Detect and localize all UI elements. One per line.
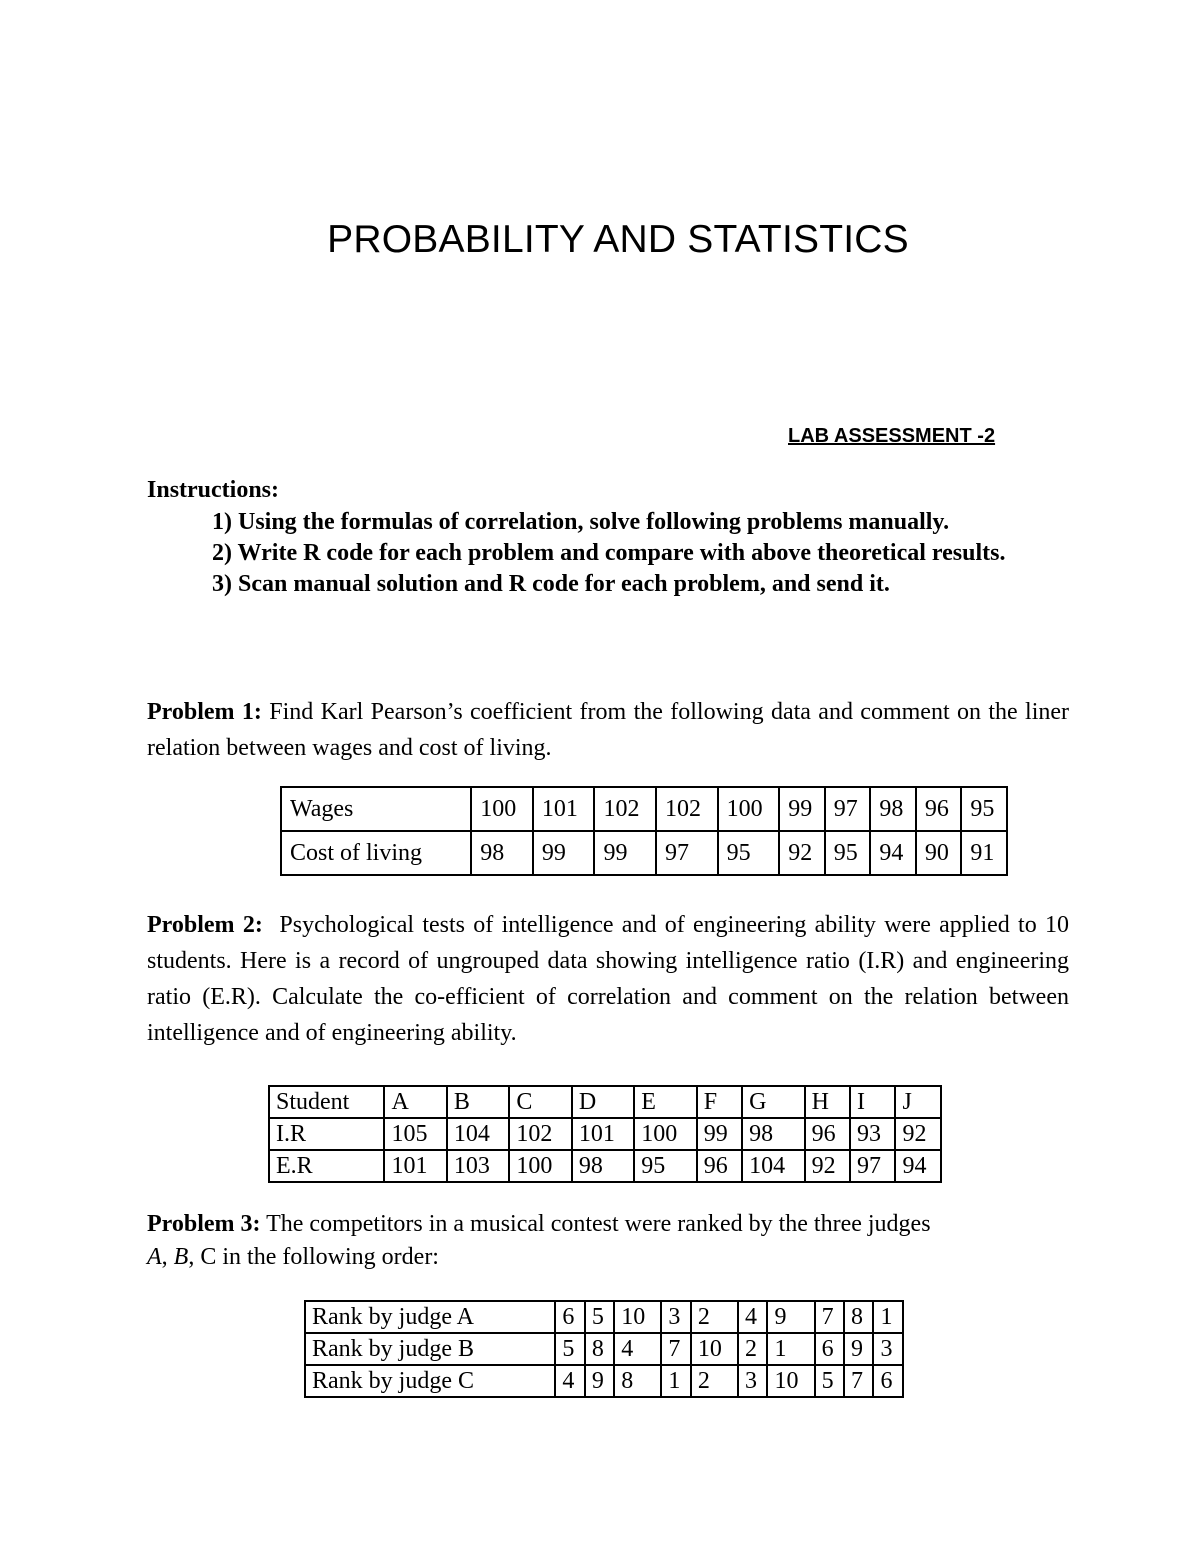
table-cell: D: [572, 1086, 634, 1118]
table-cell: 101: [384, 1150, 446, 1182]
problem-label: Problem 2:: [147, 912, 263, 938]
instructions-heading: Instructions:: [147, 477, 280, 503]
table-cell: 1: [661, 1365, 690, 1397]
table-cell: 105: [384, 1118, 446, 1150]
table-cell: 8: [844, 1301, 873, 1333]
table-cell: J: [895, 1086, 941, 1118]
table-cell: E: [634, 1086, 696, 1118]
table-cell: 97: [825, 787, 871, 831]
table-row: [305, 1365, 903, 1397]
table-cell: 99: [533, 831, 595, 875]
table-cell: 3: [738, 1365, 767, 1397]
row-header-cell: E.R: [269, 1150, 384, 1182]
problem-text-continued: C in the following order:: [200, 1244, 439, 1270]
row-header-cell: Rank by judge A: [305, 1301, 555, 1333]
table-cell: F: [697, 1086, 742, 1118]
table-cell: 95: [825, 831, 871, 875]
table-cell: 10: [691, 1333, 738, 1365]
table-cell: 94: [895, 1150, 941, 1182]
table-cell: 101: [533, 787, 595, 831]
table-cell: 97: [850, 1150, 895, 1182]
instruction-item: 1) Using the formulas of correlation, solve following problems manually.: [212, 509, 950, 535]
problem-1: [147, 694, 1069, 766]
table-cell: 5: [815, 1365, 844, 1397]
table-cell: 7: [661, 1333, 690, 1365]
problem-3: Problem 3: The competitors in a musical contest were ranked by the three judges A, B, C in the following order:: [147, 1211, 931, 1270]
problem-2: [147, 907, 1069, 1051]
table-cell: 3: [873, 1333, 903, 1365]
intelligence-table: [268, 1085, 942, 1183]
row-header-cell: Cost of living: [281, 831, 471, 875]
row-header-cell: Student: [269, 1086, 384, 1118]
table-cell: 91: [961, 831, 1007, 875]
judge-rank-table: [304, 1300, 904, 1398]
table-cell: 94: [870, 831, 916, 875]
table-cell: 92: [779, 831, 825, 875]
table-cell: 5: [555, 1333, 584, 1365]
problem-label: Problem 1:: [147, 699, 262, 725]
table-cell: 99: [697, 1118, 742, 1150]
table-cell: H: [805, 1086, 850, 1118]
table-cell: 7: [844, 1365, 873, 1397]
table-cell: 95: [634, 1150, 696, 1182]
row-header-cell: Rank by judge B: [305, 1333, 555, 1365]
table-cell: 102: [594, 787, 656, 831]
table-cell: 8: [585, 1333, 614, 1365]
table-cell: 3: [661, 1301, 690, 1333]
table-cell: 4: [614, 1333, 661, 1365]
table-cell: 2: [738, 1333, 767, 1365]
table-cell: 92: [805, 1150, 850, 1182]
table-cell: 10: [767, 1365, 814, 1397]
table-cell: 96: [916, 787, 962, 831]
table-cell: 95: [718, 831, 780, 875]
instruction-item: 3) Scan manual solution and R code for each problem, and send it.: [212, 571, 890, 597]
row-header-cell: Wages: [281, 787, 471, 831]
table-cell: 98: [870, 787, 916, 831]
instruction-item: 2) Write R code for each problem and compare with above theoretical results.: [212, 540, 1006, 566]
table-cell: 9: [844, 1333, 873, 1365]
table-cell: 103: [447, 1150, 509, 1182]
table-cell: 102: [656, 787, 718, 831]
table-cell: C: [509, 1086, 571, 1118]
problem-label: Problem 3:: [147, 1211, 261, 1237]
table-cell: 98: [572, 1150, 634, 1182]
table-cell: 99: [779, 787, 825, 831]
problem-text: Find Karl Pearson’s coefficient from the following data and comment on the liner relation between wages and cost of living.: [147, 699, 1070, 761]
table-cell: G: [742, 1086, 804, 1118]
table-cell: 6: [873, 1365, 903, 1397]
table-cell: 1: [873, 1301, 903, 1333]
wages-table: [280, 786, 1008, 876]
table-cell: 2: [691, 1365, 738, 1397]
table-cell: 9: [585, 1365, 614, 1397]
table-cell: 93: [850, 1118, 895, 1150]
table-cell: 9: [767, 1301, 814, 1333]
assessment-label: LAB ASSESSMENT -2: [788, 425, 996, 447]
table-cell: 8: [614, 1365, 661, 1397]
table-cell: 98: [742, 1118, 804, 1150]
table-cell: A: [384, 1086, 446, 1118]
table-cell: 97: [656, 831, 718, 875]
table-cell: 102: [509, 1118, 571, 1150]
table-cell: 92: [895, 1118, 941, 1150]
table-cell: 98: [471, 831, 533, 875]
table-row: [281, 787, 1007, 831]
table-cell: 2: [691, 1301, 738, 1333]
judge-label: A: [147, 1244, 162, 1270]
table-cell: 100: [634, 1118, 696, 1150]
table-row: [305, 1333, 903, 1365]
page-title: PROBABILITY AND STATISTICS: [327, 218, 909, 261]
table-cell: 1: [767, 1333, 814, 1365]
instructions-list: [212, 507, 1068, 600]
table-cell: B: [447, 1086, 509, 1118]
table-row: [269, 1150, 941, 1182]
table-cell: 6: [815, 1333, 844, 1365]
table-cell: 100: [718, 787, 780, 831]
table-row: [281, 831, 1007, 875]
table-cell: 7: [815, 1301, 844, 1333]
judge-label: B: [173, 1244, 189, 1270]
table-cell: 104: [742, 1150, 804, 1182]
table-row: [269, 1118, 941, 1150]
table-cell: 6: [555, 1301, 584, 1333]
row-header-cell: I.R: [269, 1118, 384, 1150]
table-cell: 104: [447, 1118, 509, 1150]
table-cell: 95: [961, 787, 1007, 831]
table-cell: 96: [697, 1150, 742, 1182]
table-cell: 99: [594, 831, 656, 875]
table-cell: 5: [585, 1301, 614, 1333]
table-cell: 4: [738, 1301, 767, 1333]
table-cell: I: [850, 1086, 895, 1118]
table-cell: 100: [471, 787, 533, 831]
table-cell: 4: [555, 1365, 584, 1397]
table-cell: 10: [614, 1301, 661, 1333]
table-cell: 101: [572, 1118, 634, 1150]
problem-text: The competitors in a musical contest were ranked by the three judges: [266, 1211, 931, 1237]
table-row: [269, 1086, 941, 1118]
table-cell: 90: [916, 831, 962, 875]
row-header-cell: Rank by judge C: [305, 1365, 555, 1397]
table-cell: 96: [805, 1118, 850, 1150]
table-row: [305, 1301, 903, 1333]
problem-text: Psychological tests of intelligence and of engineering ability were applied to 10 students. Here is a record of ungrouped data showing intelligence ratio (I.R) and engineering ratio (E.R). Calculate the co-efficient of correlation and comment on the relation between intelligence and of engineering ability.: [147, 912, 1070, 1046]
table-cell: 100: [509, 1150, 571, 1182]
